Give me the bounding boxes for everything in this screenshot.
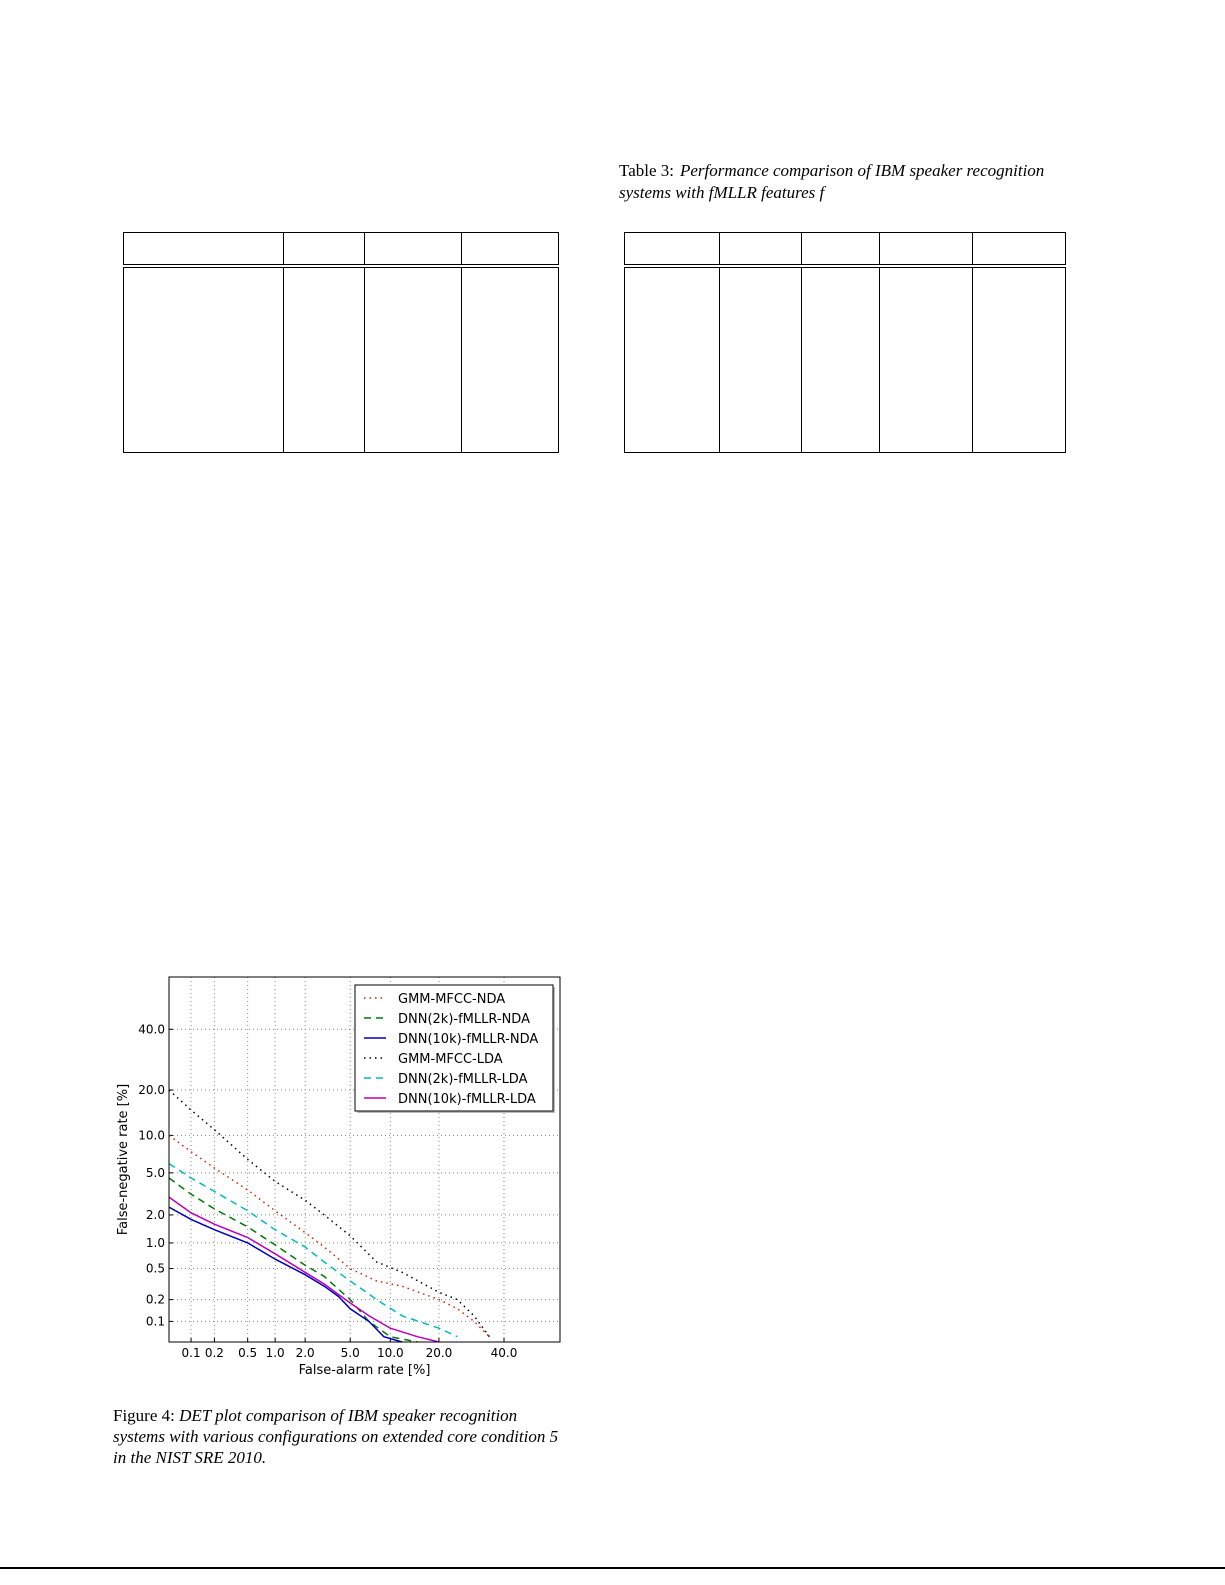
y-tick-label: 2.0 (145, 1207, 165, 1222)
y-tick-label: 0.2 (145, 1292, 165, 1307)
det-plot (112, 968, 572, 1388)
table-left-body-row (124, 268, 559, 453)
legend-entry: GMM-MFCC-NDA (398, 992, 506, 1007)
table-3-body-cell (802, 268, 880, 453)
det-series (169, 1090, 489, 1342)
figure-4-label: Figure 4: (113, 1406, 175, 1425)
x-tick-label: 1.0 (265, 1346, 285, 1360)
table-3-body-row (625, 268, 1066, 453)
table-3-header-cell (802, 233, 880, 265)
x-tick-label: 20.0 (425, 1346, 453, 1360)
table-3-body-cell (880, 268, 973, 453)
table-3-body-cell (625, 268, 720, 453)
series-line-gmm-mfcc-nda (169, 1135, 489, 1336)
x-tick-label: 0.5 (238, 1346, 258, 1360)
series-line-dnn-2k-fmllr-nda (169, 1178, 417, 1342)
table-left-header-cell (462, 233, 559, 265)
series-line-dnn-10k-fmllr-lda (169, 1197, 439, 1342)
x-tick-label: 2.0 (295, 1346, 315, 1360)
table-left-header-cell (124, 233, 284, 265)
legend (355, 985, 555, 1113)
legend-entry: GMM-MFCC-LDA (398, 1052, 503, 1067)
table-left-body-cell (365, 268, 462, 453)
table-3-caption-text: Performance comparison of IBM speaker recognition systems with fMLLR features f (619, 161, 1045, 202)
table-3 (624, 232, 1066, 453)
table-3-label: Table 3: (619, 161, 674, 180)
y-tick-label: 0.5 (145, 1261, 165, 1276)
y-tick-label: 20.0 (138, 1082, 165, 1097)
table-3-caption (619, 160, 1074, 204)
x-tick-label: 10.0 (376, 1346, 404, 1360)
table-left (123, 232, 559, 453)
page-bottom-rule (0, 1567, 1225, 1569)
table-3-header-cell (625, 233, 720, 265)
table-left-header-row (124, 233, 559, 265)
table-3-body-cell (720, 268, 802, 453)
table-3-header-cell (720, 233, 802, 265)
table-left-body-cell (284, 268, 365, 453)
x-axis-label: False-alarm rate [%] (298, 1363, 431, 1378)
legend-entry: DNN(10k)-fMLLR-NDA (398, 1032, 539, 1047)
y-axis-label: False-negative rate [%] (116, 1083, 131, 1236)
x-tick-label: 40.0 (490, 1346, 518, 1360)
y-tick-label: 0.1 (145, 1314, 165, 1329)
table-left-header-cell (365, 233, 462, 265)
y-tick-label: 40.0 (138, 1022, 165, 1037)
y-tick-label: 5.0 (145, 1165, 165, 1180)
x-tick-label: 0.1 (181, 1346, 201, 1360)
table-left-body-cell (124, 268, 284, 453)
y-tick-label: 10.0 (138, 1128, 165, 1143)
x-tick-label: 0.2 (204, 1346, 224, 1360)
table-3-header-cell (973, 233, 1066, 265)
table-3-header-cell (880, 233, 973, 265)
legend-entry: DNN(2k)-fMLLR-LDA (398, 1072, 528, 1087)
table-left-header-cell (284, 233, 365, 265)
legend-entry: DNN(2k)-fMLLR-NDA (398, 1012, 530, 1027)
series-line-dnn-2k-fmllr-lda (169, 1164, 457, 1337)
table-3-header-row (625, 233, 1066, 265)
y-tick-label: 1.0 (145, 1235, 165, 1250)
legend-entry: DNN(10k)-fMLLR-LDA (398, 1092, 536, 1107)
table-left-body-cell (462, 268, 559, 453)
table-3-body-cell (973, 268, 1066, 453)
figure-4-caption (113, 1405, 568, 1468)
figure-4-caption-text: DET plot comparison of IBM speaker recognition systems with various configurations on extended core condition 5 in the NIST SRE 2010. (113, 1406, 559, 1467)
x-tick-label: 5.0 (340, 1346, 360, 1360)
